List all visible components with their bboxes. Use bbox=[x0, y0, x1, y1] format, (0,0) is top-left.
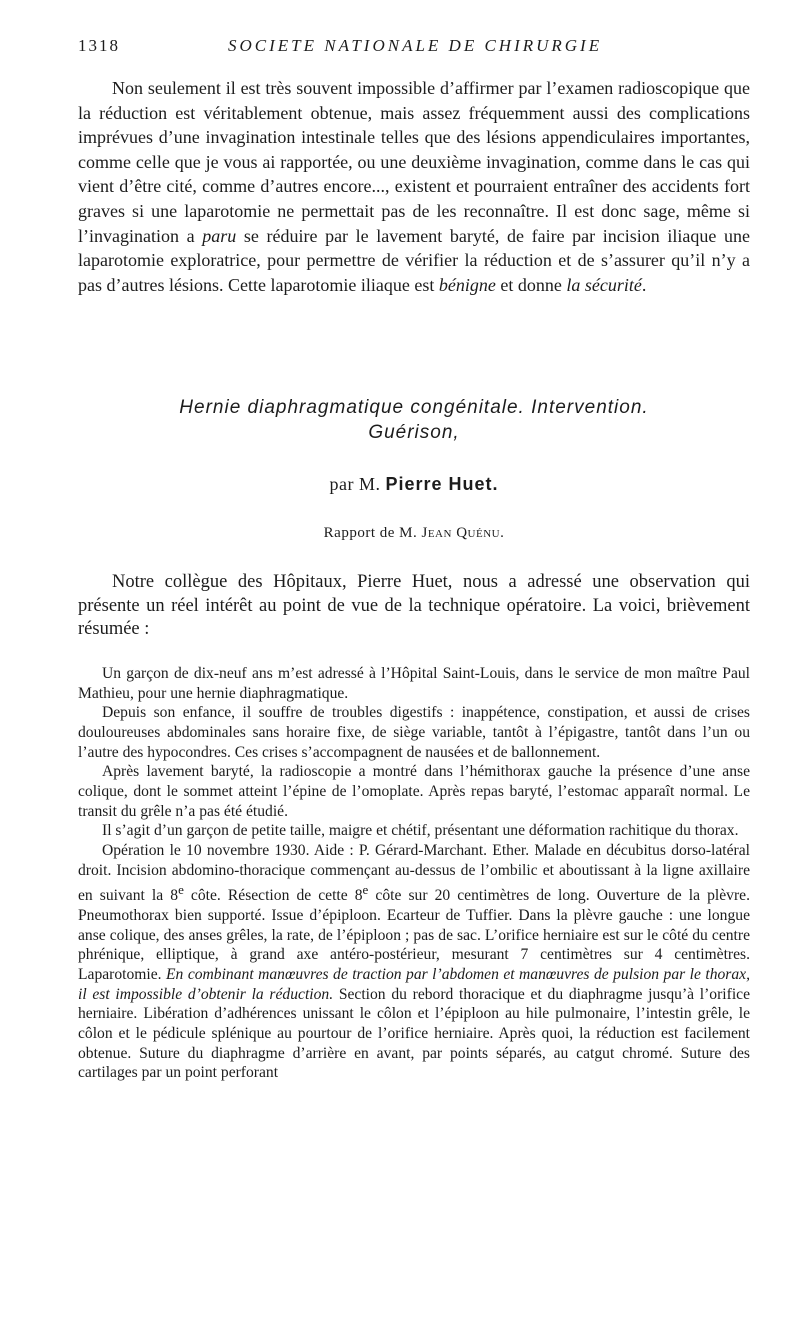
report-byline: Rapport de M. Jean Quénu. bbox=[323, 525, 505, 541]
observation-paragraph: Il s’agit d’un garçon de petite taille, maigre et chétif, présentant une déformation rachitique du thorax. bbox=[102, 822, 739, 840]
observation-paragraph: Depuis son enfance, il souffre de troubles digestifs : inappétence, constipation, et aussi de crises douloureuses abdominales sans horaire fixe, de siège variable, tantôt à l’épigastre, tantôt dans l’un ou l’autre des hypocondres. Ces crises s’accompagnent de nausées et de ballonnement. bbox=[78, 704, 750, 761]
running-title: SOCIETE NATIONALE DE CHIRURGIE bbox=[228, 36, 603, 55]
report-intro-paragraph: Notre collègue des Hôpitaux, Pierre Huet, nous a adressé une observation qui présente un réel intérêt au point de vue de la technique opératoire. La voici, brièvement résumée : bbox=[78, 572, 750, 639]
intro-paragraph: Non seulement il est très souvent impossible d’affirmer par l’examen radioscopique que la réduction est véritablement obtenue, mais assez fréquemment aussi des complications imprévues d’une invagination intestinale telles que des lésions appendiculaires importantes, comme celle que je vous ai rapportée, ou une deuxième invagination, comme dans le cas qui vient d’être cité, comme d’autres encore..., existent et pourraient entraîner des accidents fort graves si une laparotomie ne permettait pas de les reconnaître. Il est donc sage, même si l’invagination a paru se réduire par le lavement baryté, de faire par incision iliaque une laparotomie exploratrice, pour permettre de vérifier la réduction et de s’assurer qu’il n’y a pas d’autres lésions. Cette laparotomie iliaque est bénigne et donne la sécurité. bbox=[78, 78, 750, 295]
observation-paragraph: Un garçon de dix-neuf ans m’est adressé à l’Hôpital Saint-Louis, dans le service de mon maître Paul Mathieu, pour une hernie diaphragmatique. bbox=[78, 665, 750, 702]
article-author: par M. Pierre Huet. bbox=[329, 474, 499, 494]
page-number: 1318 bbox=[78, 36, 120, 55]
observation-text bbox=[78, 664, 750, 1083]
article-title: Hernie diaphragmatique congénitale. Intervention. Guérison, bbox=[179, 397, 649, 443]
operation-paragraph: Opération le 10 novembre 1930. Aide : P. Gérard-Marchant. Ether. Malade en décubitus dorso-latéral droit. Incision abdomino-thoracique commençant au-dessus de l’ombilic et aboutissant à la ligne axillaire en suivant la 8e côte. Résection de cette 8e côte sur 20 centimètres de long. Ouverture de la plèvre. Pneumothorax bien supporté. Issue d’épiploon. Ecarteur de Tuffier. Dans la plèvre gauche : une longue anse colique, des anses grêles, la rate, de l’épiploon ; pas de sac. L’orifice herniaire est sur le côté du centre phrénique, elliptique, à grand axe antéro-postérieur, mesurant 7 centimètres sur 4 centimètres. Laparotomie. En combinant manœuvres de traction par l’abdomen et manœuvres de pulsion par le thorax, il est impossible d’obtenir la réduction. Section du rebord thoracique et du diaphragme jusqu’à l’orifice herniaire. Libération d’adhérences unissant le côlon et l’épiploon au hile pulmonaire, l’intestin grêle, le côlon et le pédicule splénique au pourtour de l’orifice herniaire. Après quoi, la réduction est facilement obtenue. Suture du diaphragme d’arrière en avant, par points séparés, au catgut chromé. Suture des cartilages par un point perforant bbox=[78, 841, 750, 1082]
observation-paragraph: Après lavement baryté, la radioscopie a montré dans l’hémithorax gauche la présence d’une anse colique, dont le sommet atteint l’épine de l’omoplate. Après repas baryté, l’estomac apparaît normal. Le transit du grêle n’a pas été étudié. bbox=[78, 763, 750, 820]
